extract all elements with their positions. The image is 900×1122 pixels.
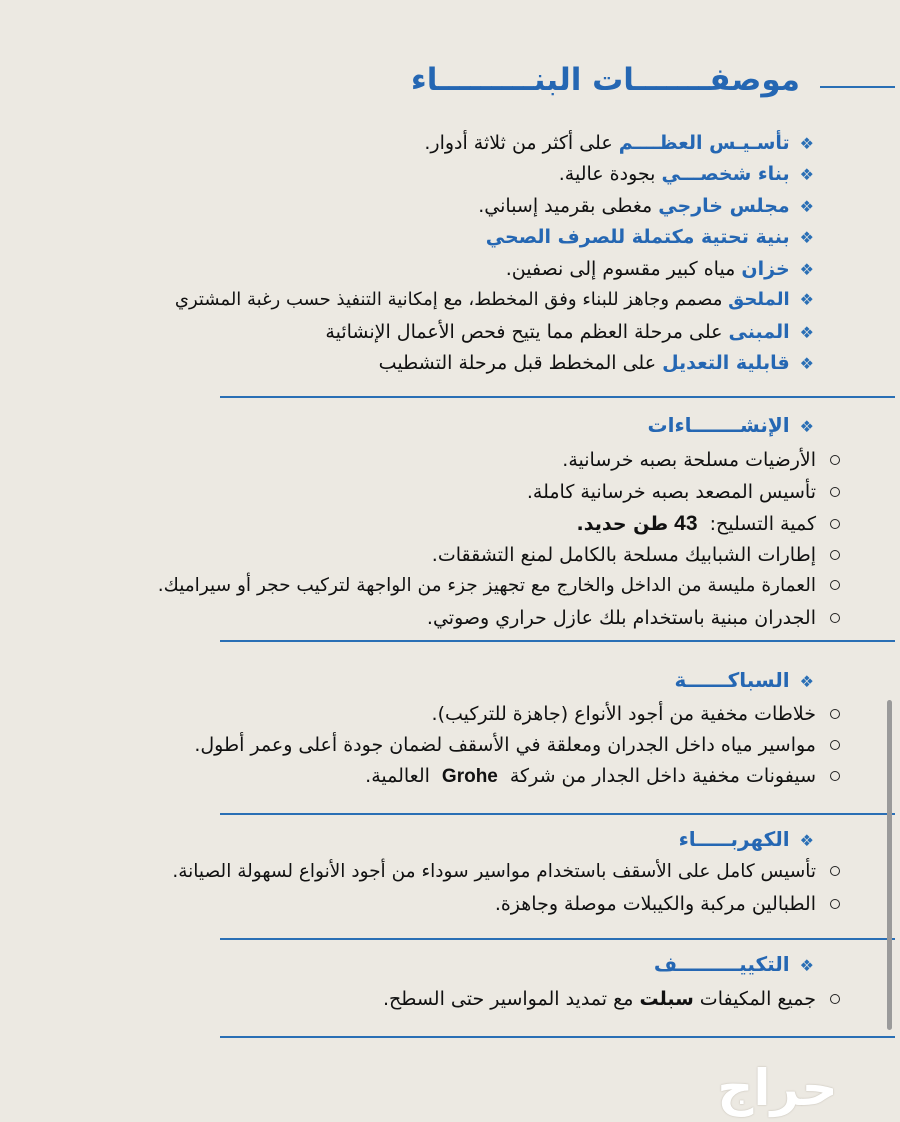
circle-bullet-icon [830, 550, 840, 560]
electric-heading: ❖الكهربـــــاء [678, 827, 814, 851]
construction-item-5: الجدران مبنية باستخدام بلك عازل حراري وصوتي. [427, 604, 840, 632]
diamond-bullet-icon: ❖ [799, 417, 814, 436]
plumbing-item-3: سيفونات مخفية داخل الجدار من شركةGroheالعالمية. [365, 762, 840, 791]
section-divider [220, 1036, 895, 1038]
circle-bullet-icon [830, 866, 840, 876]
spec-item-8: ❖قابلية التعديل على المخطط قبل مرحلة التشطيب [379, 349, 814, 378]
electric-item-1: تأسيس كامل على الأسقف باستخدام مواسير سوداء من أجود الأنواع لسهولة الصيانة. [172, 858, 840, 886]
electric-item-2: الطبالين مركبة والكيبلات موصلة وجاهزة. [495, 890, 840, 918]
section-divider [220, 938, 895, 940]
diamond-bullet-icon: ❖ [799, 134, 814, 153]
ac-item-1: جميع المكيفات سبلت مع تمديد المواسير حتى السطح. [383, 985, 840, 1013]
circle-bullet-icon [830, 771, 840, 781]
plumbing-item-1: خلاطات مخفية من أجود الأنواع (جاهزة للتركيب). [432, 700, 840, 728]
diamond-bullet-icon: ❖ [799, 228, 814, 247]
diamond-bullet-icon: ❖ [799, 165, 814, 184]
haraj-watermark: حراج [717, 1059, 838, 1117]
diamond-bullet-icon: ❖ [799, 197, 814, 216]
spec-item-4: ❖بنية تحتية مكتملة للصرف الصحي [486, 223, 814, 252]
construction-item-2: تأسيس المصعد بصبه خرسانية كاملة. [527, 478, 840, 506]
section-divider [220, 396, 895, 398]
circle-bullet-icon [830, 994, 840, 1004]
spec-item-3: ❖مجلس خارجي مغطى بقرميد إسباني. [478, 192, 814, 221]
spec-item-5: ❖خزان مياه كبير مقسوم إلى نصفين. [506, 255, 814, 284]
diamond-bullet-icon: ❖ [799, 831, 814, 850]
diamond-bullet-icon: ❖ [799, 956, 814, 975]
construction-item-1: الأرضيات مسلحة بصبه خرسانية. [562, 446, 840, 474]
spec-item-7: ❖المبنى على مرحلة العظم مما يتيح فحص الأعمال الإنشائية [325, 318, 814, 347]
diamond-bullet-icon: ❖ [799, 672, 814, 691]
section-divider [220, 640, 895, 642]
circle-bullet-icon [830, 519, 840, 529]
plumbing-item-2: مواسير مياه داخل الجدران ومعلقة في الأسقف لضمان جودة أعلى وعمر أطول. [194, 731, 840, 759]
section-divider [220, 813, 895, 815]
circle-bullet-icon [830, 740, 840, 750]
spec-item-2: ❖بناء شخصـــي بجودة عالية. [559, 160, 814, 189]
circle-bullet-icon [830, 487, 840, 497]
construction-heading: ❖الإنشـــــــاءات [647, 413, 814, 437]
ac-heading: ❖التكييـــــــــف [653, 952, 814, 976]
diamond-bullet-icon: ❖ [799, 354, 814, 373]
scrollbar[interactable] [887, 700, 892, 1030]
page-title: موصفـــــــات البنـــــــــاء [410, 62, 800, 98]
circle-bullet-icon [830, 580, 840, 590]
plumbing-heading: ❖السباكــــــة [674, 668, 814, 692]
construction-rebar: كمية التسليح: 43طن حديد. [577, 510, 840, 538]
construction-item-3: إطارات الشبابيك مسلحة بالكامل لمنع التشققات. [432, 541, 840, 569]
diamond-bullet-icon: ❖ [799, 260, 814, 279]
diamond-bullet-icon: ❖ [799, 323, 814, 342]
construction-item-4: العمارة مليسة من الداخل والخارج مع تجهيز جزء من الواجهة لتركيب حجر أو سيراميك. [158, 572, 840, 600]
circle-bullet-icon [830, 455, 840, 465]
spec-item-6: ❖الملحق مصمم وجاهز للبناء وفق المخطط، مع إمكانية التنفيذ حسب رغبة المشتري [175, 286, 814, 314]
circle-bullet-icon [830, 613, 840, 623]
diamond-bullet-icon: ❖ [799, 290, 814, 309]
spec-item-1: ❖تأسـيـس العظــــم على أكثر من ثلاثة أدوار. [424, 129, 814, 158]
circle-bullet-icon [830, 709, 840, 719]
title-rule [820, 86, 895, 88]
circle-bullet-icon [830, 899, 840, 909]
